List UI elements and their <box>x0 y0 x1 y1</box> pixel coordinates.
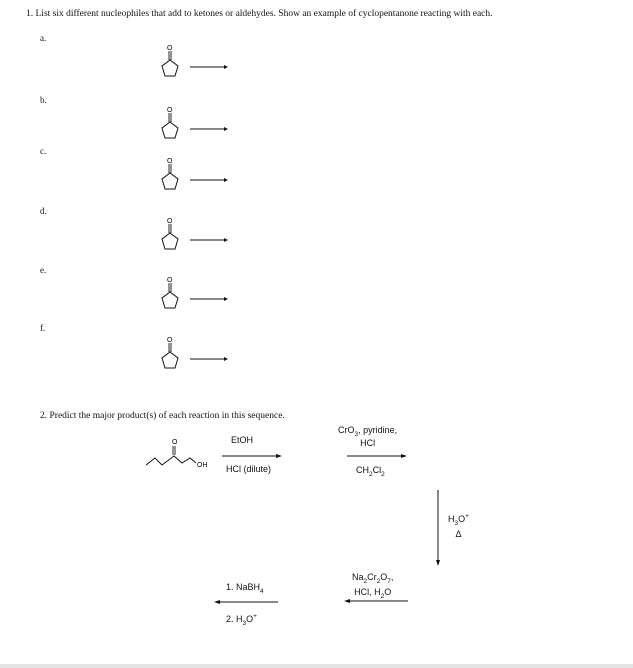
step2-below: $CH_2Cl_2$ <box>356 465 385 478</box>
part-e-label: e. <box>40 265 47 275</box>
question-2-text: 2. Predict the major product(s) of each reaction in this sequence. <box>40 411 285 421</box>
carbonyl-o-label: O <box>167 45 173 52</box>
reaction-a <box>148 42 228 82</box>
ketone-o-label: O <box>172 439 178 446</box>
reaction-f <box>148 334 228 374</box>
svg-text:O: O <box>167 337 173 344</box>
part-a-label: a. <box>40 33 47 43</box>
oh-label: OH <box>197 462 208 469</box>
step2-arrow <box>345 452 409 460</box>
reaction-c <box>148 155 228 195</box>
part-d-label: d. <box>40 206 47 216</box>
question-1-text: 1. List six different nucleophiles that add to ketones or aldehydes. Show an example of cyclopentanone reacting with each. <box>26 9 493 19</box>
reaction-e <box>148 274 228 314</box>
step1-below: HCl (dilute) <box>226 464 272 474</box>
starting-material <box>138 432 218 477</box>
step4-arrow <box>342 597 410 605</box>
step1-above: EtOH <box>231 435 254 445</box>
part-b-label: b. <box>40 95 47 105</box>
svg-text:O: O <box>167 218 173 225</box>
step1-arrow <box>220 452 284 460</box>
part-c-label: c. <box>40 146 47 156</box>
bottom-bar <box>0 664 633 668</box>
svg-text:O: O <box>167 277 173 284</box>
step5-above: 1. NaBH$_4$ <box>226 582 264 595</box>
step5-arrow <box>212 598 280 606</box>
reaction-d <box>148 215 228 255</box>
svg-text:O: O <box>167 158 173 165</box>
part-f-label: f. <box>40 323 46 333</box>
step3-arrow <box>433 488 443 568</box>
step3-reagents: $H_3O^+$ Δ <box>448 513 469 539</box>
step2-above: CrO$_3$, pyridine, HCl <box>338 425 398 448</box>
step5-below: 2. $H_3O^+$ <box>226 613 257 627</box>
svg-text:O: O <box>167 107 173 114</box>
step4-reagents: $Na_2Cr_2O_7$, HCl, $H_2O$ <box>352 572 394 600</box>
reaction-b <box>148 104 228 144</box>
